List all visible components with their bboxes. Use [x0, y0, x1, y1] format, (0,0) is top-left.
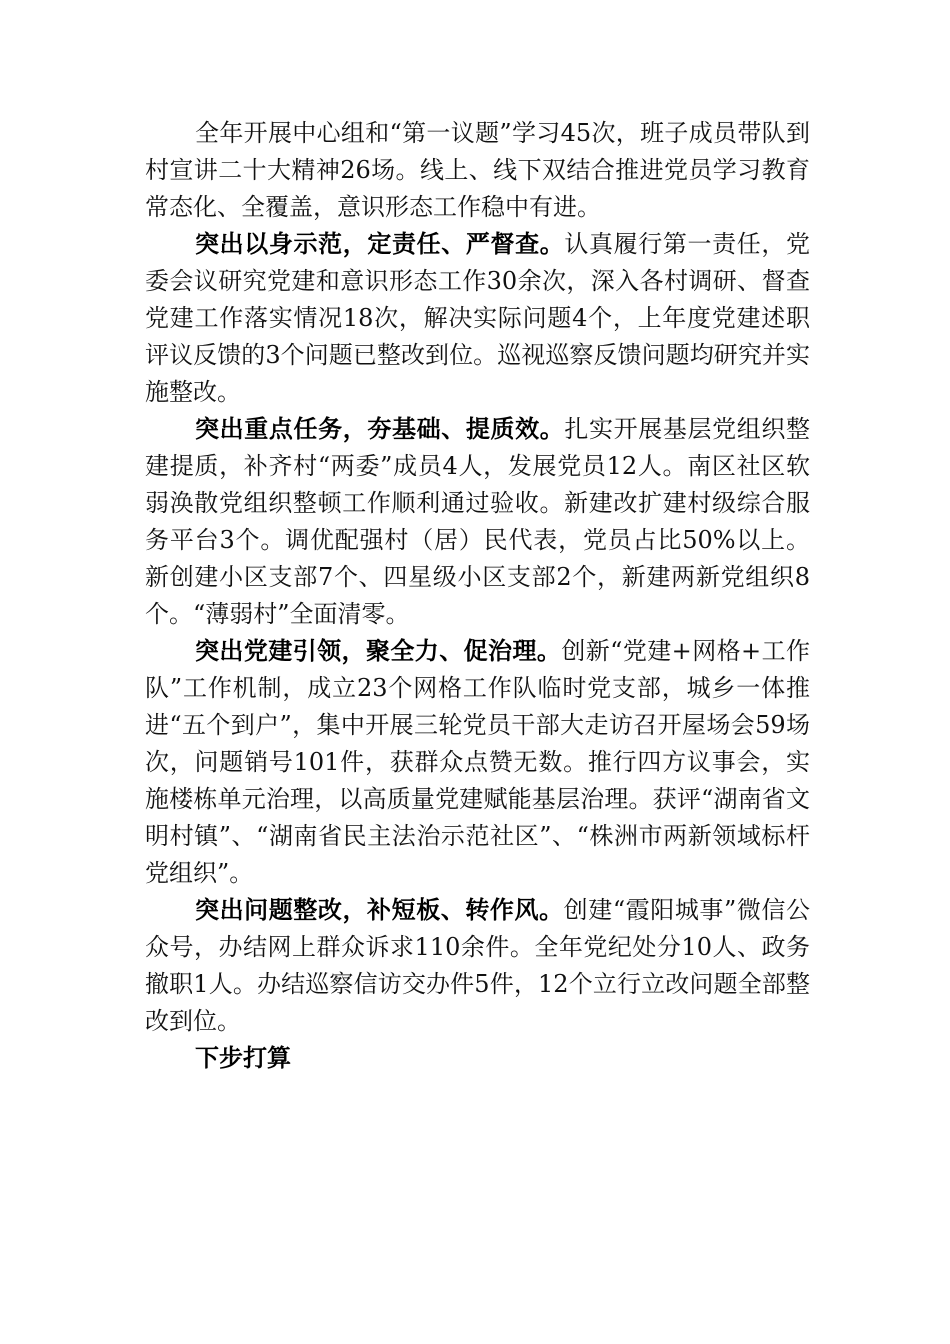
paragraph-text: 创建“霞阳城事”微信公众号，办结网上群众诉求110余件。全年党纪处分10人、政务撤职1人。办结巡察信访交办件5件，12个立行立改问题全部整改到位。	[145, 896, 810, 1035]
paragraph-rectification	[145, 892, 810, 1040]
section-heading-next-plan: 下步打算	[195, 1044, 291, 1072]
paragraph-lead: 突出以身示范，定责任、严督查。	[195, 230, 565, 258]
paragraph-lead: 突出重点任务，夯基础、提质效。	[195, 415, 565, 443]
paragraph-lead: 突出党建引领，聚全力、促治理。	[195, 637, 562, 665]
paragraph-key-tasks	[145, 411, 810, 633]
document-body	[145, 115, 810, 1077]
paragraph-text: 扎实开展基层党组织整建提质，补齐村“两委”成员4人，发展党员12人。南区社区软弱涣散党组织整顿工作顺利通过验收。新建改扩建村级综合服务平台3个。调优配强村（居）民代表，党员占比50%以上。新创建小区支部7个、四星级小区支部2个，新建两新党组织8个。“薄弱村”全面清零。	[145, 415, 810, 628]
paragraph-text: 全年开展中心组和“第一议题”学习45次，班子成员带队到村宣讲二十大精神26场。线上、线下双结合推进党员学习教育常态化、全覆盖，意识形态工作稳中有进。	[145, 119, 810, 221]
paragraph-lead: 突出问题整改，补短板、转作风。	[195, 896, 564, 924]
paragraph-governance	[145, 633, 810, 892]
paragraph-text: 认真履行第一责任，党委会议研究党建和意识形态工作30余次，深入各村调研、督查党建工作落实情况18次，解决实际问题4个，上年度党建述职评议反馈的3个问题已整改到位。巡视巡察反馈问题均研究并实施整改。	[145, 230, 810, 406]
paragraph-study	[145, 115, 810, 226]
paragraph-example	[145, 226, 810, 411]
paragraph-text: 创新“党建+网格+工作队”工作机制，成立23个网格工作队临时党支部，城乡一体推进“五个到户”，集中开展三轮党员干部大走访召开屋场会59场次，问题销号101件，获群众点赞无数。推行四方议事会，实施楼栋单元治理，以高质量党建赋能基层治理。获评“湖南省文明村镇”、“湖南省民主法治示范社区”、“株洲市两新领域标杆党组织”。	[145, 637, 811, 887]
